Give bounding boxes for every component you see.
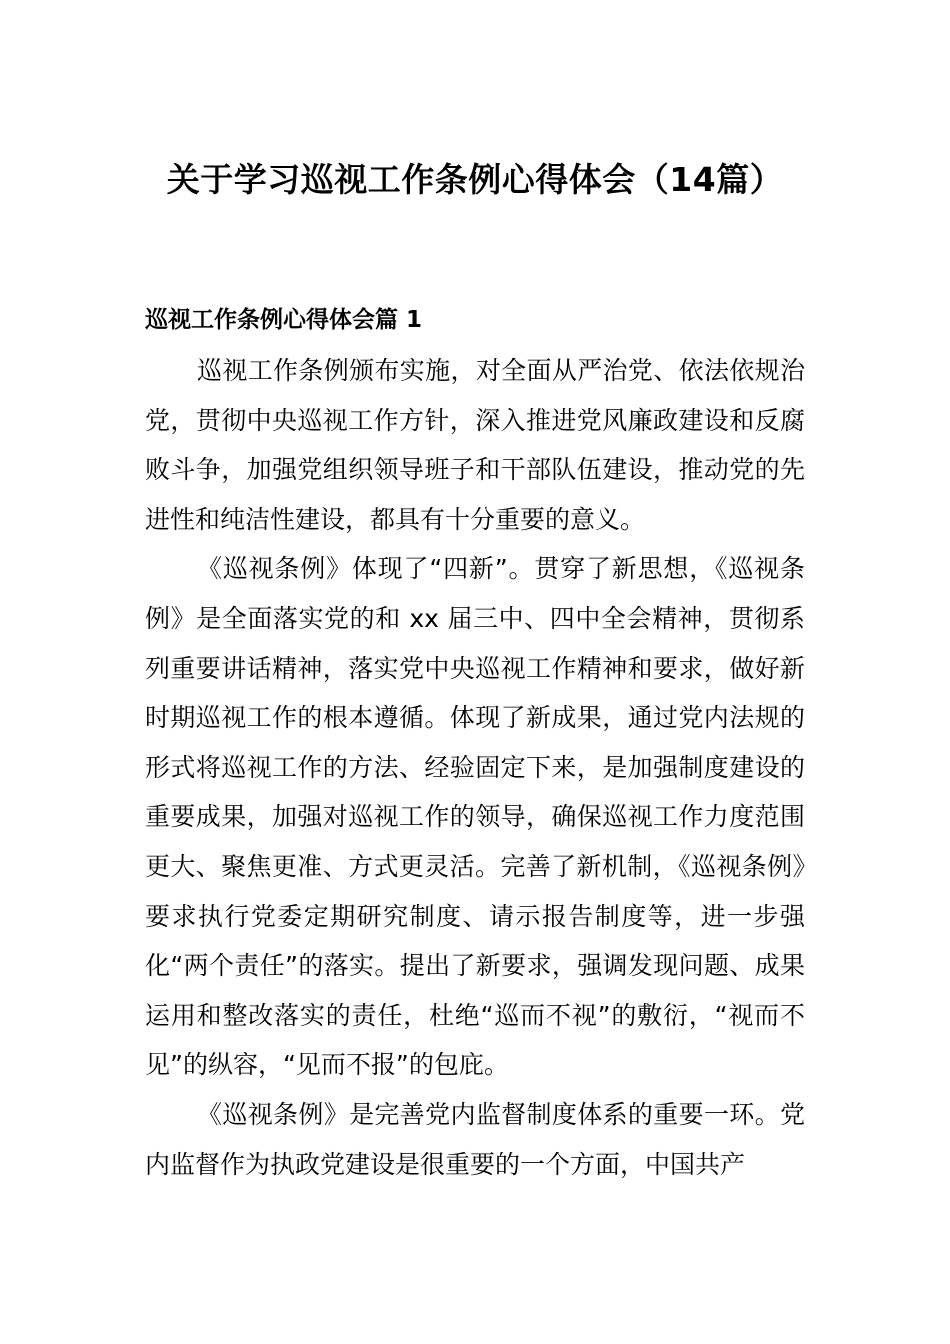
paragraph: 《巡视条例》体现了“四新”。贯穿了新思想，《巡视条例》是全面落实党的和 xx 届三中、四中全会精神，贯彻系列重要讲话精神，落实党中央巡视工作精神和要求，做好新时期巡视工作的根本遵循。体现了新成果，通过党内法规的形式将巡视工作的方法、经验固定下来，是加强制度建设的重要成果，加强对巡视工作的领导，确保巡视工作力度范围更大、聚焦更准、方式更灵活。完善了新机制，《巡视条例》要求执行党委定期研究制度、请示报告制度等，进一步强化“两个责任”的落实。提出了新要求，强调发现问题、成果运用和整改落实的责任，杜绝“巡而不视”的敷衍，“视而不见”的纵容，“见而不报”的包庇。: [145, 554, 805, 1080]
document-title: 关于学习巡视工作条例心得体会（14篇）: [166, 160, 784, 199]
paragraph: 巡视工作条例颁布实施，对全面从严治党、依法依规治党，贯彻中央巡视工作方针，深入推进党风廉政建设和反腐败斗争，加强党组织领导班子和干部队伍建设，推动党的先进性和纯洁性建设，都具有十分重要的意义。: [145, 356, 805, 534]
document-body: [145, 346, 805, 1189]
section-heading: 巡视工作条例心得体会篇 1: [145, 307, 423, 333]
paragraph: 《巡视条例》是完善党内监督制度体系的重要一环。党内监督作为执政党建设是很重要的一个方面，中国共产: [145, 1099, 805, 1179]
